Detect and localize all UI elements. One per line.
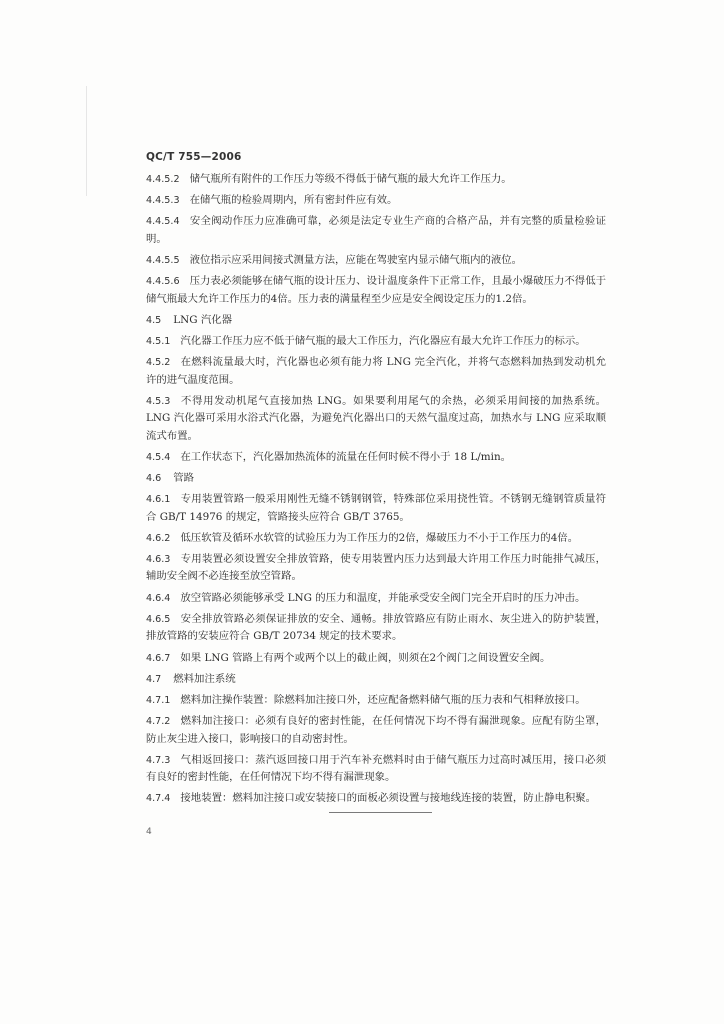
clause-text: 低压软管及循环水软管的试验压力为工作压力的2倍，爆破压力不小于工作压力的4倍。 [180,531,579,544]
clause-paragraph [146,393,606,445]
clause-number: 4.7.3 [146,754,171,766]
clause-text: 专用装置必须设置安全排放管路，使专用装置内压力达到最大许用工作压力时能排气减压，辅助安全阀不必连接至放空管路。 [146,553,606,583]
clause-number: 4.6.5 [146,613,171,625]
clause-paragraph [146,650,606,667]
clause-number: 4.5.4 [146,451,171,463]
clause-paragraph [146,192,606,209]
clause-paragraph [146,213,606,248]
clause-number: 4.5.1 [146,336,171,348]
clause-text: 安全阀动作压力应准确可靠，必须是法定专业生产商的合格产品，并有完整的质量检验证明。 [146,215,606,245]
clause-number: 4.6.7 [146,652,171,664]
clause-text: 在燃料流量最大时，汽化器也必须有能力将 LNG 完全汽化，并将气态燃料加热到发动机允许的进气温度范围。 [146,356,606,386]
clause-text: 燃料加注接口：必须有良好的密封性能，在任何情况下均不得有漏泄现象。应配有防尘罩，防止灰尘进入接口，影响接口的自动密封性。 [146,715,606,745]
clause-number: 4.4.5.4 [146,216,180,228]
clause-paragraph [146,692,606,709]
clause-paragraph [146,590,606,607]
section-title: 燃料加注系统 [173,672,236,685]
clause-text: 压力表必须能够在储气瓶的设计压力、设计温度条件下正常工作，且最小爆破压力不得低于储气瓶最大允许工作压力的4倍。压力表的满量程至少应是安全阀设定压力的1.2倍。 [146,275,606,305]
page-number: 4 [146,827,152,837]
clause-paragraph [146,713,606,748]
section-title: 管路 [173,472,195,485]
clause-text: 如果 LNG 管路上有两个或两个以上的截止阀，则须在2个阀门之间设置安全阀。 [180,651,551,664]
section-heading [146,671,606,688]
section-title: LNG 汽化器 [173,313,233,326]
clause-paragraph [146,790,606,807]
clause-text: 在工作状态下，汽化器加热流体的流量在任何时候不得小于 18 L/min。 [180,450,512,463]
clause-number: 4.4.5.3 [146,195,180,207]
clause-paragraph [146,551,606,586]
clause-number: 4.7.1 [146,694,171,706]
clause-number: 4.5.3 [146,395,171,407]
clause-paragraph [146,252,606,269]
clause-number: 4.7.4 [146,793,171,805]
end-rule [329,812,432,813]
clause-number: 4.4.5.2 [146,174,180,185]
clause-paragraph [146,273,606,308]
clause-text: 气相返回接口：蒸汽返回接口用于汽车补充燃料时由于储气瓶压力过高时减压用，接口必须有良好的密封性能，在任何情况下均不得有漏泄现象。 [146,753,606,784]
clause-text: 接地装置：燃料加注接口或安装接口的面板必须设置与接地线连接的装置，防止静电积聚。 [180,792,597,805]
scan-edge-line [86,86,87,196]
clause-paragraph [146,449,606,466]
clause-text: 放空管路必须能够承受 LNG 的压力和温度，并能承受安全阀门完全开启时的压力冲击。 [180,591,586,604]
clause-paragraph [146,752,606,787]
clause-number: 4.6.4 [146,592,171,604]
clause-text: 储气瓶所有附件的工作压力等级不得低于储气瓶的最大允许工作压力。 [189,173,512,185]
clause-text: 在储气瓶的检验周期内，所有密封件应有效。 [189,194,398,207]
clause-text: 安全排放管路必须保证排放的安全、通畅。排放管路应有防止雨水、灰尘进入的防护装置，排放管路的安装应符合 GB/T 20734 规定的技术要求。 [146,612,606,643]
clause-text: 汽化器工作压力应不低于储气瓶的最大工作压力，汽化器应有最大允许工作压力的标示。 [180,335,586,348]
clause-text: 液位指示应采用间接式测量方法，应能在驾驶室内显示储气瓶内的液位。 [189,254,523,267]
clause-number: 4.6.1 [146,494,171,506]
clause-number: 4.6.3 [146,554,171,566]
clause-paragraph [146,171,606,188]
clause-number: 4.4.5.6 [146,276,180,288]
document-code: QC/T 755—2006 [146,151,242,163]
clause-text: 不得用发动机尾气直接加热 LNG。如果要利用尾气的余热，必须采用间接的加热系统。LNG 汽化器可采用水浴式汽化器，为避免汽化器出口的天然气温度过高，加热水与 LNG 应采取顺流式布置。 [146,394,606,442]
clause-paragraph [146,491,606,526]
clause-number: 4.6.2 [146,532,171,544]
clause-number: 4.5.2 [146,357,171,369]
clause-number: 4.7.2 [146,716,171,728]
clause-number: 4.6 [146,473,162,485]
clause-text: 专用装置管路一般采用刚性无缝不锈钢钢管，特殊部位采用挠性管。不锈钢无缝钢管质量符合 GB/T 14976 的规定，管路接头应符合 GB/T 3765。 [146,493,606,523]
document-body [146,171,606,812]
clause-number: 4.5 [146,314,162,326]
section-heading [146,470,606,487]
clause-paragraph [146,611,606,646]
clause-paragraph [146,530,606,547]
section-heading [146,312,606,329]
clause-number: 4.4.5.5 [146,255,180,267]
clause-number: 4.7 [146,673,162,685]
clause-text: 燃料加注操作装置：除燃料加注接口外，还应配备燃料储气瓶的压力表和气相释放接口。 [180,693,586,706]
clause-paragraph [146,333,606,350]
clause-paragraph [146,354,606,389]
